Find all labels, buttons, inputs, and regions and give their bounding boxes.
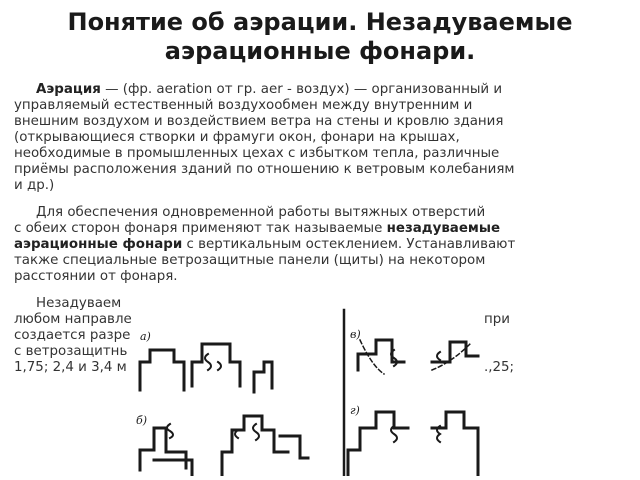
page-title xyxy=(0,8,640,66)
term-aeration: Аэрация xyxy=(36,82,101,97)
paragraph-non-blown-lanterns: Для обеспечения одновременной работы вытяжных отверстий с обеих сторон фонаря применяют так называемые незадуваемые аэрационные фонари с вертикальным остеклением. Устанавливают также специальные ветрозащитные панели (щиты) на некотором расстоянии от фонаря. xyxy=(14,205,516,284)
label-b: б) xyxy=(136,414,148,427)
section-g xyxy=(348,412,478,476)
term-non-blown: незадуваемые xyxy=(386,221,501,236)
title-line-2: аэрационные фонари. xyxy=(164,37,476,65)
section-a xyxy=(140,344,272,392)
label-g: г) xyxy=(350,404,360,417)
lantern-sections-drawing xyxy=(132,300,480,476)
lantern-sections-figure xyxy=(132,300,480,476)
label-v: в) xyxy=(350,328,361,341)
section-b xyxy=(140,416,308,476)
title-line-1: Понятие об аэрации. Незадуваемые xyxy=(67,8,573,36)
paragraph-partially-covered: Незадуваем при любом направле создается разре с ветрозащитнь .,25; 1,75; 2,4 и 3,4 м xyxy=(14,296,515,375)
term-aeration-lanterns: аэрационные фонари xyxy=(14,237,183,252)
section-v xyxy=(358,340,478,374)
paragraph-aeration-definition: Аэрация — (фр. aeration от гр. aer - воздух) — организованный и управляемый естественный воздухообмен между внутренним и внешним воздухом и воздействием ветра на стены и кровлю здания (открывающиеся створки и фрамуги окон, фонари на крышах, необходимые в промышленных цехах с избытком тепла, различные приёмы расположения зданий по отношению к ветровым колебаниям и др.) xyxy=(14,82,515,193)
label-a: а) xyxy=(140,330,151,343)
